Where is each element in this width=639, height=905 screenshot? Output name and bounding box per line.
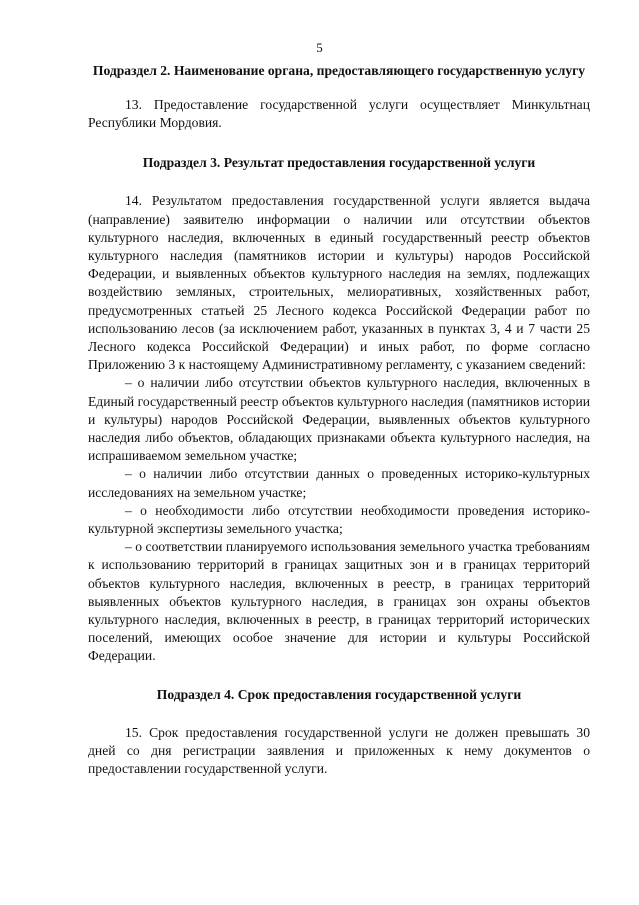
paragraph-15: 15. Срок предоставления государственной услуги не должен превышать 30 дней со дня регистрации заявления и приложенных к нему документов о предоставлении государственной услуги. bbox=[88, 724, 590, 777]
list-item: – о наличии либо отсутствии объектов культурного наследия, включенных в Единый государственный реестр объектов культурного наследия (памятников истории и культуры) народов Российской Федерации, выявленных объектов культурного наследия либо объектов, обладающих признаками объекта культурного наследия, на испрашиваемом земельном участке; bbox=[88, 375, 590, 464]
document-body bbox=[88, 62, 590, 778]
subsection-3-heading: Подраздел 3. Результат предоставления государственной услуги bbox=[142, 155, 536, 171]
subsection-2-heading: Подраздел 2. Наименование органа, предоставляющего государственную услугу bbox=[92, 63, 586, 78]
list-item: – о соответствии планируемого использования земельного участка требованиям к использованию территорий в границах защитных зон и в границах территорий объектов культурного наследия, включенных в реестр, в границах территорий выявленных объектов культурного наследия, в границах зон охраны объектов культурного наследия, включенных в реестр, в границах территорий исторических поселений, имеющих особое значение для истории и культуры Российской Федерации. bbox=[88, 539, 590, 664]
page-number: 5 bbox=[316, 40, 323, 55]
paragraph-14: 14. Результатом предоставления государственной услуги является выдача (направление) заявителю информации о наличии или отсутствии объектов культурного наследия, включенных в единый государственный реестр объектов культурного наследия (памятников истории и культуры) народов Российской Федерации, и выявленных объектов культурного наследия на землях, подлежащих воздействию земляных, строительных, мелиоративных, хозяйственных работ, предусмотренных статьей 25 Лесного кодекса Российской Федерации работ по использованию лесов (за исключением работ, указанных в пунктах 3, 4 и 7 части 25 Лесного кодекса Российской Федерации) и иных работ, по форме согласно Приложению 3 к настоящему Административному регламенту, с указанием сведений: bbox=[88, 193, 590, 373]
list-item: – о наличии либо отсутствии данных о проведенных историко-культурных исследованиях на земельном участке; bbox=[88, 466, 590, 500]
paragraph-13: 13. Предоставление государственной услуги осуществляет Минкультнац Республики Мордовия. bbox=[88, 97, 590, 131]
list-item: – о необходимости либо отсутствии необходимости проведения историко-культурной экспертизы земельного участка; bbox=[88, 502, 590, 537]
subsection-4-heading: Подраздел 4. Срок предоставления государственной услуги bbox=[156, 686, 522, 702]
